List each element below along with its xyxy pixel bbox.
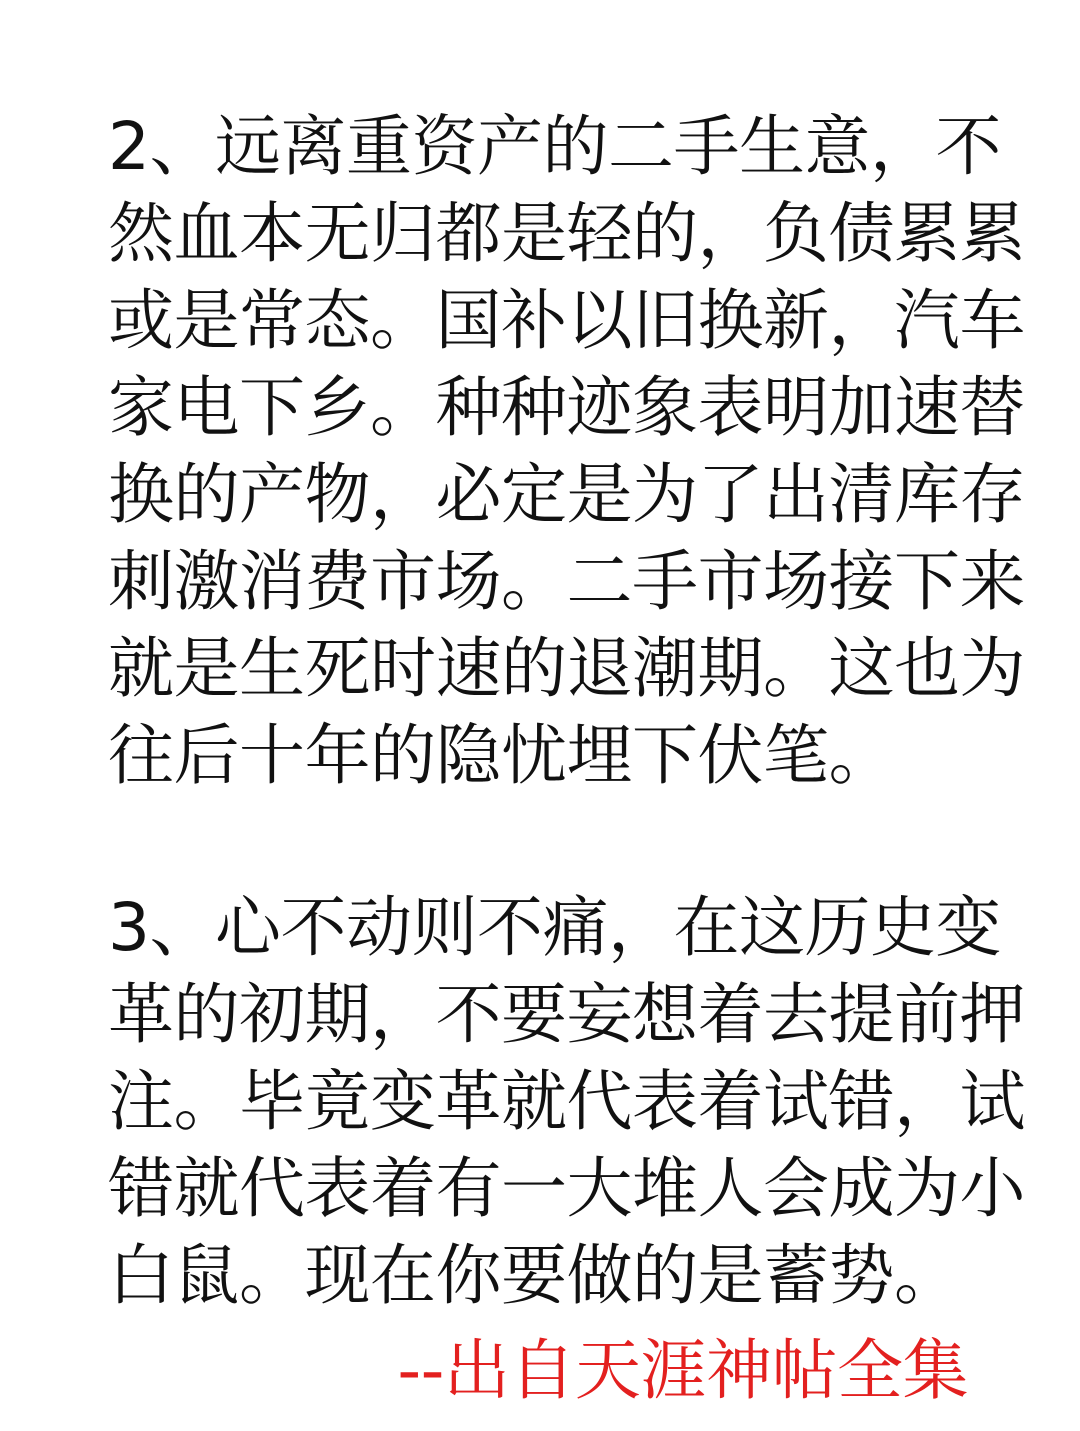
paragraph-3-line: 注。毕竟变革就代表着试错，试 <box>108 1063 1025 1140</box>
paragraph-2-line: 换的产物，必定是为了出清库存 <box>108 456 1025 533</box>
paragraph-2-line: 就是生死时速的退潮期。这也为 <box>108 630 1025 707</box>
source-attribution: --出自天涯神帖全集 <box>397 1332 968 1409</box>
paragraph-3-line: 白鼠。现在你要做的是蓄势。 <box>108 1237 960 1314</box>
paragraph-2-line: 家电下乡。种种迹象表明加速替 <box>108 369 1025 446</box>
paragraph-2-line: 2、远离重资产的二手生意，不 <box>108 108 1001 185</box>
paragraph-2-line: 刺激消费市场。二手市场接下来 <box>108 543 1025 620</box>
paragraph-3-line: 错就代表着有一大堆人会成为小 <box>108 1150 1025 1227</box>
paragraph-3-line: 革的初期，不要妄想着去提前押 <box>108 976 1025 1053</box>
paragraph-2-line: 然血本无归都是轻的，负债累累 <box>108 195 1025 272</box>
paragraph-2-line: 或是常态。国补以旧换新，汽车 <box>108 282 1025 359</box>
paragraph-3-line: 3、心不动则不痛，在这历史变 <box>108 889 1001 966</box>
paragraph-2-line: 往后十年的隐忧埋下伏笔。 <box>108 717 894 794</box>
